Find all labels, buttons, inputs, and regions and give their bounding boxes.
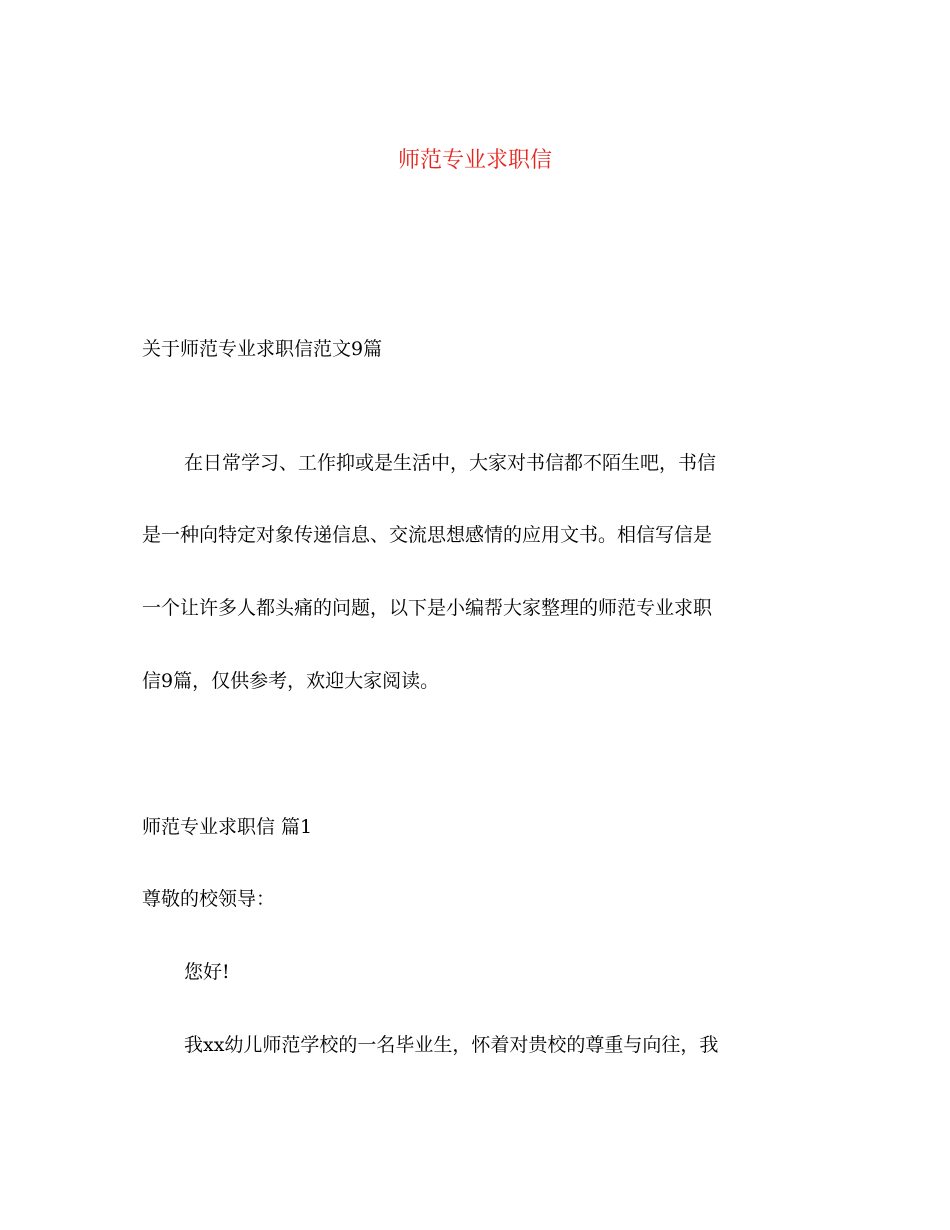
- intro-line-3: 一个让许多人都头痛的问题，以下是小编帮大家整理的师范专业求职: [142, 597, 713, 619]
- document-subtitle: 关于师范专业求职信范文9篇: [142, 338, 383, 360]
- salutation: 尊敬的校领导：: [142, 888, 276, 910]
- document-title: 师范专业求职信: [397, 148, 552, 173]
- intro-line-4: 信9篇，仅供参考，欢迎大家阅读。: [142, 670, 440, 692]
- intro-line-1: 在日常学习、工作抑或是生活中，大家对书信都不陌生吧，书信: [184, 452, 717, 474]
- intro-line-2: 是一种向特定对象传递信息、交流思想感情的应用文书。相信写信是: [142, 524, 713, 546]
- section-heading: 师范专业求职信 篇1: [142, 816, 313, 838]
- greeting: 您好!: [184, 961, 230, 983]
- body-line-1: 我xx幼儿师范学校的一名毕业生，怀着对贵校的尊重与向往，我: [184, 1034, 719, 1056]
